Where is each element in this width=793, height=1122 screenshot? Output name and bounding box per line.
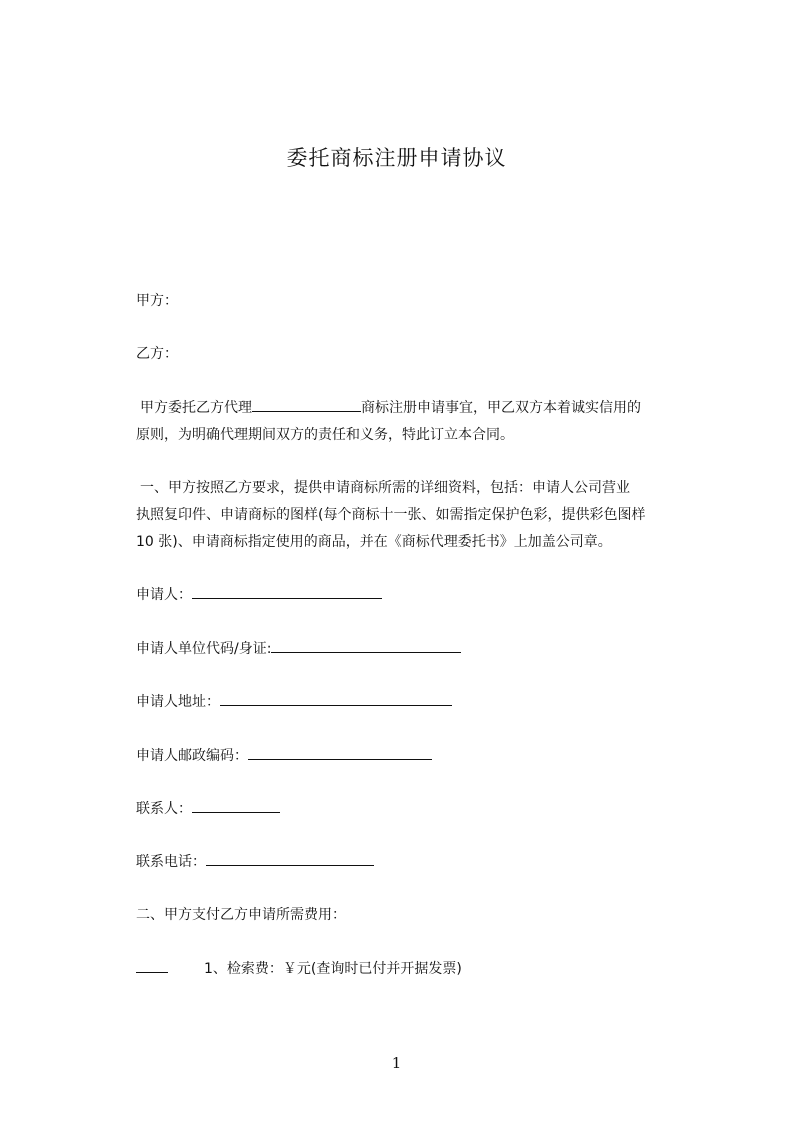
- page-number: 1: [391, 1054, 402, 1072]
- intro-line-2: 原则，为明确代理期间双方的责任和义务，特此订立本合同。: [136, 427, 514, 443]
- document-title: 委托商标注册申请协议: [286, 146, 507, 170]
- clause1-line-2: 执照复印件、申请商标的图样(每个商标十一张、如需指定保护色彩，提供彩色图样: [136, 507, 646, 523]
- field-label: 联系电话：: [136, 854, 206, 870]
- intro-text-2: 商标注册申请事宜，甲乙双方本着诚实信用的: [361, 400, 641, 416]
- clause1-line-1: 一、甲方按照乙方要求，提供申请商标所需的详细资料，包括：申请人公司营业: [140, 480, 630, 496]
- intro-text-1: 甲方委托乙方代理: [140, 400, 252, 416]
- clause1-line-3: 10 张)、申请商标指定使用的商品，并在《商标代理委托书》上加盖公司章。: [136, 534, 612, 550]
- fee-text: 1、检索费：￥元(查询时已付并开据发票): [204, 961, 462, 977]
- field-blank: [271, 638, 461, 653]
- field-applicant-address: [136, 690, 452, 714]
- field-blank: [192, 584, 382, 599]
- field-label: 申请人：: [136, 587, 192, 603]
- agent-blank: [252, 397, 361, 412]
- field-phone: [136, 850, 374, 874]
- field-applicant: [136, 583, 382, 607]
- field-applicant-code: [136, 637, 461, 661]
- field-label: 联系人：: [136, 801, 192, 817]
- field-blank: [220, 691, 452, 706]
- field-blank: [248, 745, 432, 760]
- party-b-label: 乙方：: [136, 346, 178, 362]
- field-blank: [206, 851, 374, 866]
- field-label: 申请人邮政编码：: [136, 748, 248, 764]
- field-blank: [192, 798, 280, 813]
- clause2-heading: 二、甲方支付乙方申请所需费用：: [136, 907, 346, 923]
- field-contact: [136, 797, 280, 821]
- field-postal-code: [136, 744, 432, 768]
- fee-blank: [136, 958, 168, 973]
- intro-line-1: [140, 396, 641, 420]
- party-a-label: 甲方：: [136, 293, 178, 309]
- field-label: 申请人地址：: [136, 694, 220, 710]
- fee-line-1: [136, 957, 462, 981]
- field-label: 申请人单位代码/身证:: [136, 641, 272, 657]
